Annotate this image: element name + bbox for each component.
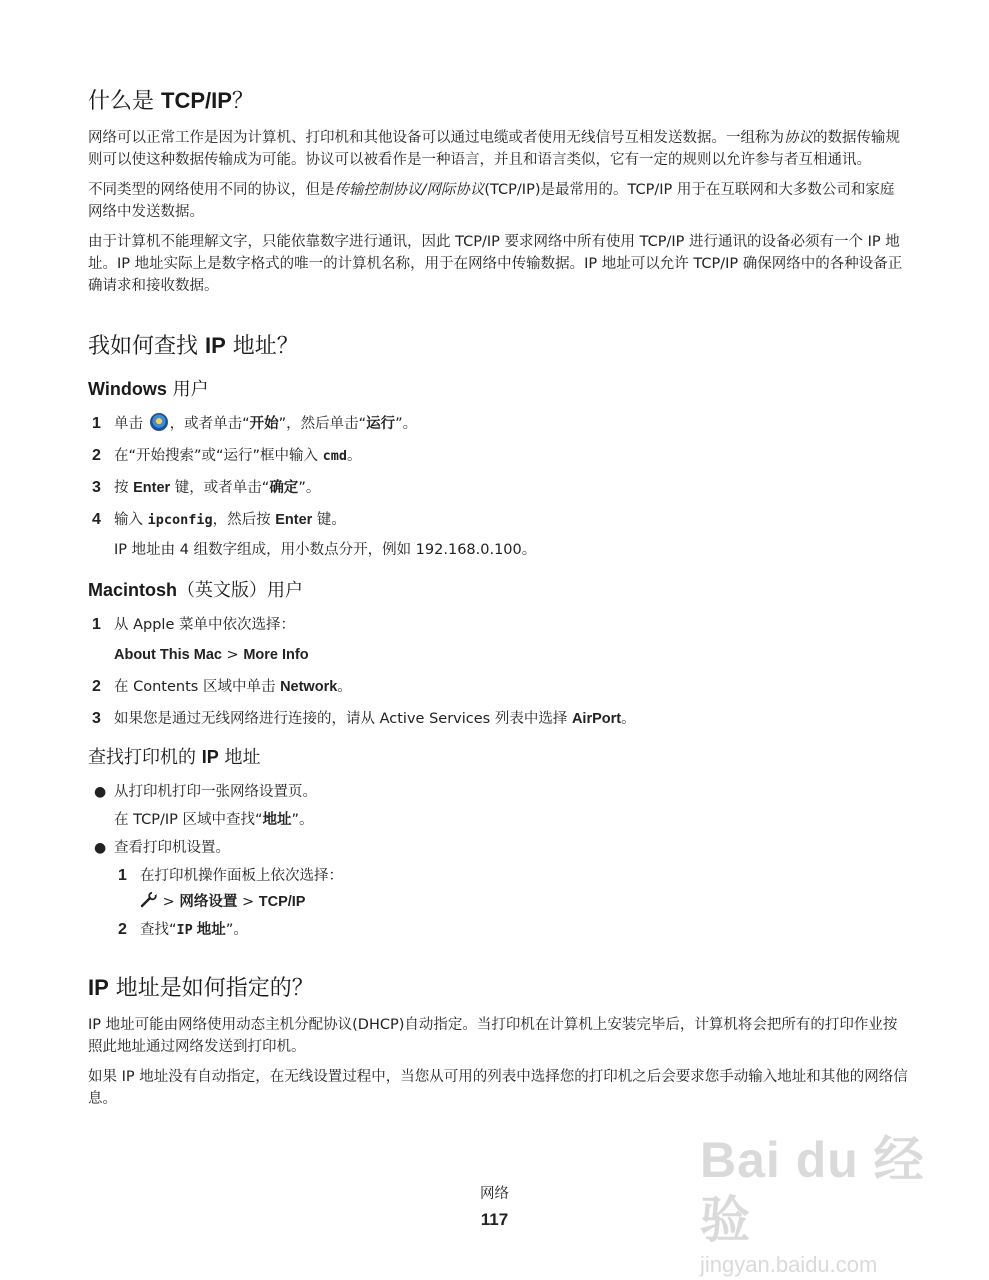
paragraph-3: 由于计算机不能理解文字，只能依靠数字进行通讯，因此 TCP/IP 要求网络中所有使用 TCP/IP 进行通讯的设备必须有一个 IP 地址。IP 地址实际上是数字格式的唯一的计算机名称，用于在网络中传输数据。IP 地址可以允许 TCP/IP 确保网络中的各种设备正确请求和接收数据。 xyxy=(88,234,903,294)
list-item: 2 在“开始搜索”或“运行”框中输入 cmd。 xyxy=(92,447,362,464)
baidu-watermark xyxy=(700,1130,940,1277)
paragraph-2: 不同类型的网络使用不同的协议，但是传输控制协议/网际协议(TCP/IP)是最常用的。TCP/IP 用于在互联网和大多数公司和家庭网络中发送数据。 xyxy=(88,182,895,220)
wrench-icon xyxy=(140,892,158,908)
printer-substeps xyxy=(114,865,908,941)
page-number: 117 xyxy=(480,1210,509,1229)
list-item: 3 按 Enter 键，或者单击“确定”。 xyxy=(92,479,321,496)
list-item: 1 在打印机操作面板上依次选择： > 网络设置 > TCP/IP xyxy=(114,865,908,913)
list-item: 3 如果您是通过无线网络进行连接的，请从 Active Services 列表中选择 AirPort。 xyxy=(92,710,636,727)
heading-find-ip: 我如何查找 IP 地址？ xyxy=(88,333,299,359)
heading-printer-ip: 查找打印机的 IP 地址 xyxy=(88,747,261,768)
list-item: 1 从 Apple 菜单中依次选择： About This Mac > More Info xyxy=(88,614,908,666)
document-page xyxy=(88,86,908,1118)
paragraph-4: IP 地址可能由网络使用动态主机分配协议(DHCP)自动指定。当打印机在计算机上安装完毕后，计算机将会把所有的打印作业按照此地址通过网络发送到打印机。 xyxy=(88,1017,898,1055)
bullet-icon: ● xyxy=(94,784,107,800)
list-item: ● 从打印机打印一张网络设置页。 在 TCP/IP 区域中查找“地址”。 xyxy=(88,781,908,831)
footer-section-label: 网络 xyxy=(480,1186,509,1202)
paragraph-1: 网络可以正常工作是因为计算机、打印机和其他设备可以通过电缆或者使用无线信号互相发送数据。一组称为协议的数据传输规则可以使这种数据传输成为可能。协议可以被看作是一种语言，并且和语言类似，它有一定的规则以允许参与者互相通讯。 xyxy=(88,130,900,168)
list-item: ● 查看打印机设置。 1 在打印机操作面板上依次选择： > 网络设置 > TCP/IP 2 查找“IP 地址”。 xyxy=(88,837,908,941)
watermark-url: jingyan.baidu.com xyxy=(700,1252,878,1277)
heading-macintosh: Macintosh（英文版）用户 xyxy=(88,580,304,601)
windows-start-icon xyxy=(150,413,168,431)
printer-bullets xyxy=(88,781,908,941)
bullet-icon: ● xyxy=(94,840,107,856)
menu-path: > 网络设置 > TCP/IP xyxy=(140,891,908,913)
list-item: 4 输入 ipconfig，然后按 Enter 键。 IP 地址由 4 组数字组成，用小数点分开，例如 192.168.0.100。 xyxy=(88,509,908,561)
mac-steps xyxy=(88,614,908,730)
list-item: 1 单击 ，或者单击“开始”，然后单击“运行”。 xyxy=(92,415,418,432)
heading-what-is-tcpip: 什么是 TCP/IP？ xyxy=(88,88,254,114)
windows-steps xyxy=(88,413,908,561)
list-item: 2 查找“IP 地址”。 xyxy=(118,921,248,938)
watermark-logo: Bai du 经验 xyxy=(700,1132,925,1248)
list-item: 2 在 Contents 区域中单击 Network。 xyxy=(92,678,352,695)
paragraph-5: 如果 IP 地址没有自动指定，在无线设置过程中，当您从可用的列表中选择您的打印机之后会要求您手动输入地址和其他的网络信息。 xyxy=(88,1069,908,1107)
ip-note: IP 地址由 4 组数字组成，用小数点分开，例如 192.168.0.100。 xyxy=(114,542,537,558)
menu-path: About This Mac > More Info xyxy=(114,647,309,663)
heading-windows: Windows 用户 xyxy=(88,379,209,400)
heading-ip-assignment: IP 地址是如何指定的？ xyxy=(88,975,314,1001)
